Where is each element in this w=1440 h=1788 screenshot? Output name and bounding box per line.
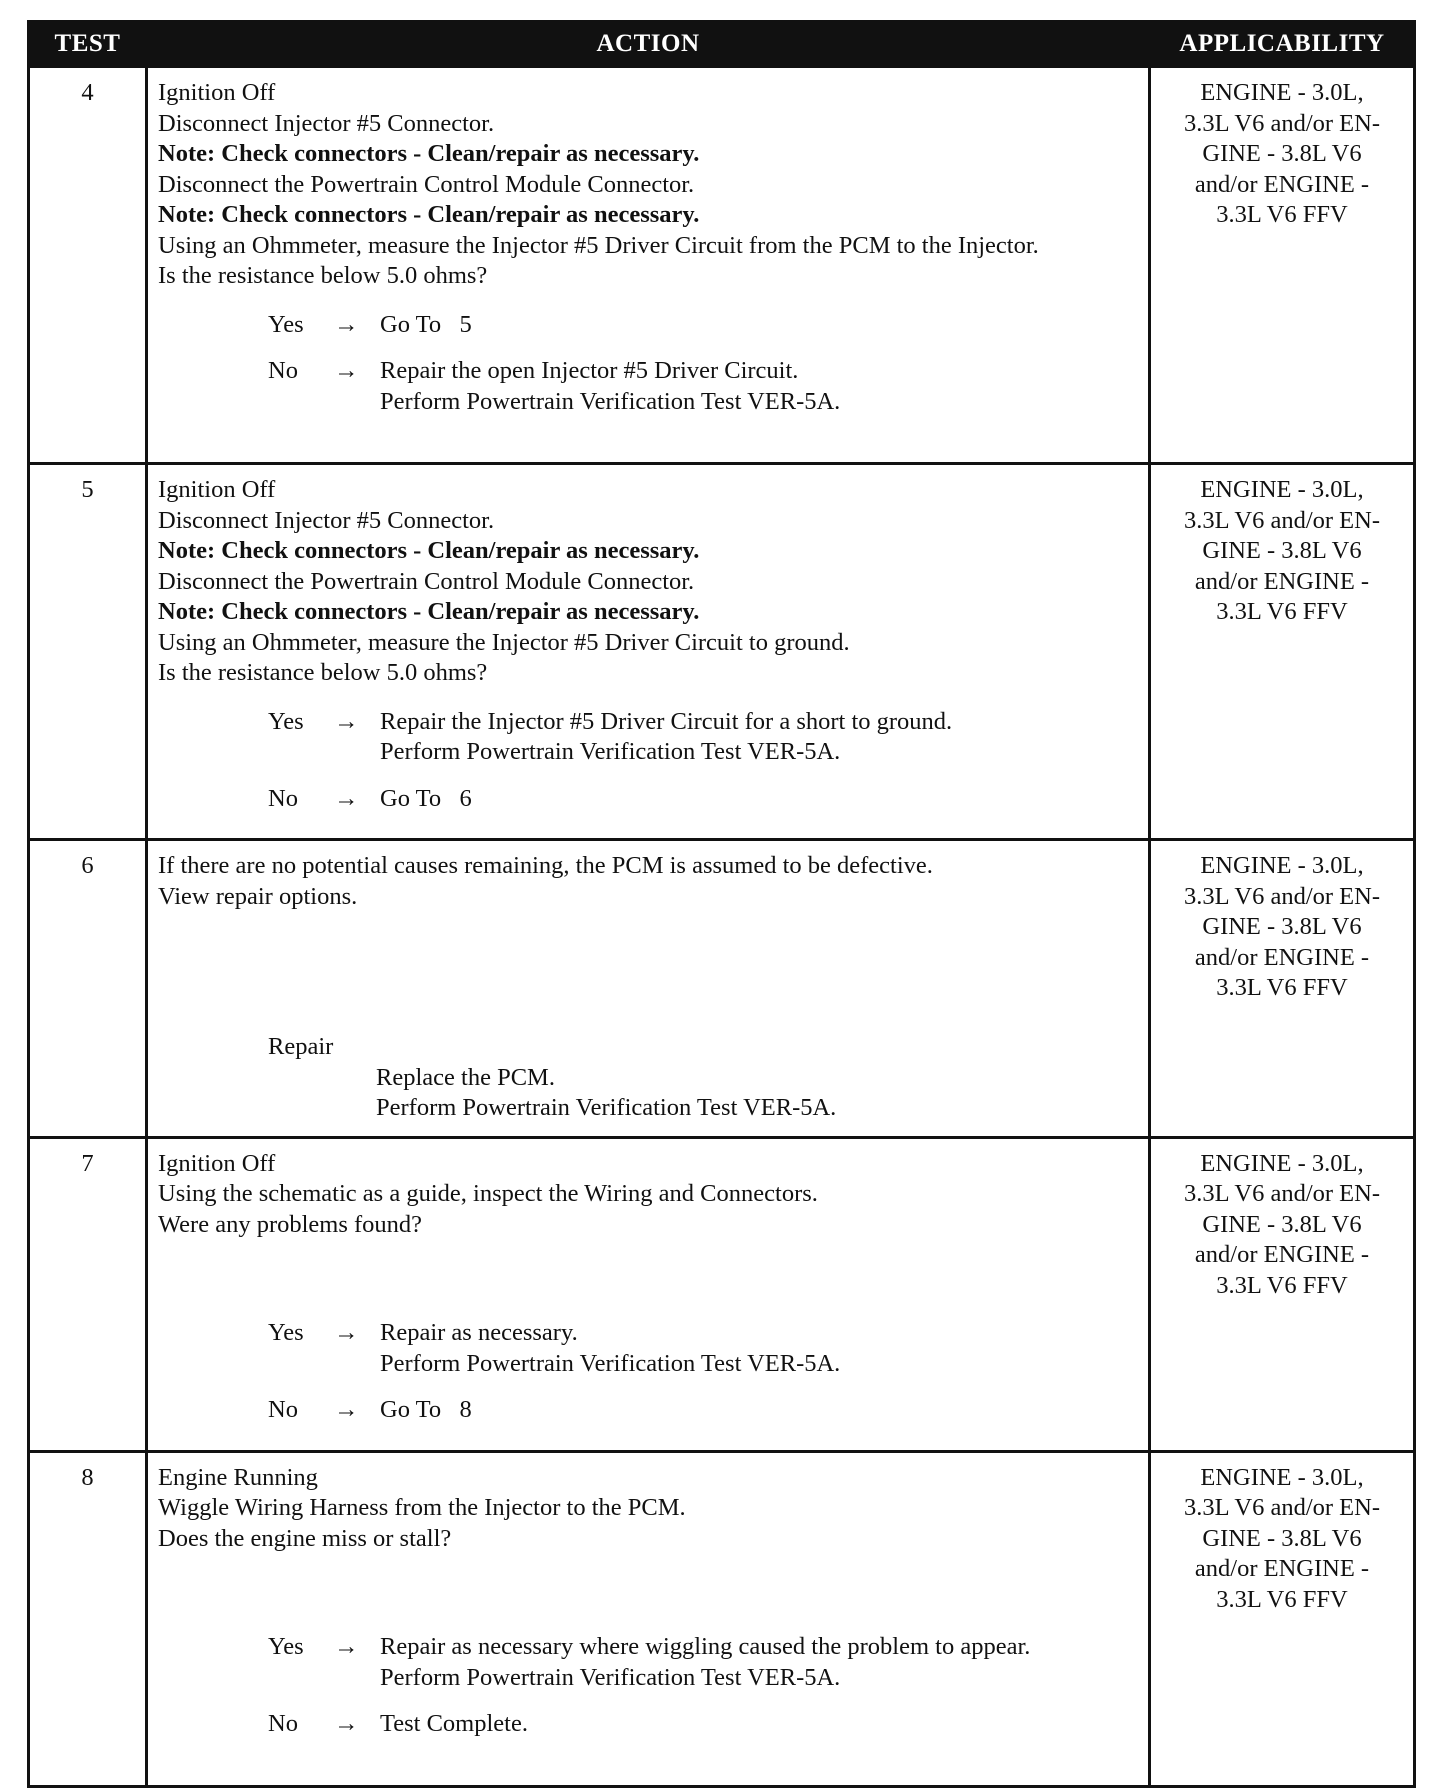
response-options (158, 310, 1140, 418)
applicability-line: and/or ENGINE - (1194, 1555, 1370, 1582)
yes-label: Yes (268, 1319, 304, 1346)
applicability-line: and/or ENGINE - (1194, 567, 1370, 595)
applicability-line: GINE - 3.8L V6 (1202, 1210, 1362, 1238)
yes-label: Yes (268, 1633, 304, 1660)
yes-action (380, 1318, 1140, 1379)
response-no (268, 356, 1140, 417)
arrow-icon: → (334, 1319, 359, 1346)
no-action: Go To 8 (380, 1396, 472, 1423)
action-question: Were any problems found? (158, 1210, 423, 1238)
table-row (29, 1451, 1415, 1786)
yes-action (380, 707, 1140, 768)
applicability-line: ENGINE - 3.0L, (1200, 79, 1364, 106)
no-action: Test Complete. (380, 1710, 528, 1737)
applicability-line: and/or ENGINE - (1194, 170, 1370, 198)
applicability-line: 3.3L V6 and/or EN- (1184, 1180, 1380, 1207)
action-note: Note: Check connectors - Clean/repair as necessary. (158, 598, 700, 625)
response-yes (268, 707, 1140, 768)
yes-action-line: Repair the Injector #5 Driver Circuit for a short to ground. (380, 707, 953, 735)
applicability-line: 3.3L V6 FFV (1216, 974, 1348, 1001)
no-action (380, 356, 1140, 417)
test-number: 4 (29, 67, 147, 464)
action-line: View repair options. (158, 882, 358, 910)
applicability-line: 3.3L V6 and/or EN- (1184, 1494, 1380, 1521)
arrow-icon: → (334, 1633, 359, 1660)
applicability-line: 3.3L V6 and/or EN- (1184, 882, 1380, 910)
yes-action-line: Repair as necessary. (380, 1319, 578, 1346)
table-row (29, 67, 1415, 464)
action-line: Disconnect the Powertrain Control Module Connector. (158, 567, 695, 595)
applicability-line: GINE - 3.8L V6 (1202, 140, 1362, 167)
applicability-line: GINE - 3.8L V6 (1202, 1524, 1362, 1552)
action-note: Note: Check connectors - Clean/repair as necessary. (158, 140, 700, 167)
applicability-line: GINE - 3.8L V6 (1202, 537, 1362, 564)
yes-label: Yes (268, 310, 304, 338)
action-question: Is the resistance below 5.0 ohms? (158, 262, 488, 289)
applicability-line: 3.3L V6 and/or EN- (1184, 506, 1380, 534)
no-action-line: Repair the open Injector #5 Driver Circuit. (380, 357, 799, 384)
applicability-line: and/or ENGINE - (1194, 1241, 1370, 1268)
header-action: ACTION (147, 22, 1150, 67)
response-no (268, 784, 1140, 815)
spacer (158, 1240, 1140, 1318)
applicability-line: 3.3L V6 and/or EN- (1184, 109, 1380, 137)
arrow-icon: → (334, 784, 359, 812)
action-line: Using an Ohmmeter, measure the Injector #5 Driver Circuit from the PCM to the Injector. (158, 231, 1039, 259)
yes-action-line: Perform Powertrain Verification Test VER-5A. (380, 1349, 841, 1377)
action-line: Disconnect Injector #5 Connector. (158, 506, 495, 534)
applicability-cell (1150, 464, 1415, 840)
action-question: Is the resistance below 5.0 ohms? (158, 659, 488, 686)
arrow-icon: → (334, 1710, 359, 1737)
yes-action: Go To 5 (380, 310, 472, 338)
no-action-line: Perform Powertrain Verification Test VER-5A. (380, 387, 841, 415)
action-cell (147, 1137, 1150, 1451)
applicability-cell (1150, 1137, 1415, 1451)
repair-action-line: Perform Powertrain Verification Test VER-5A. (376, 1094, 837, 1121)
applicability-line: 3.3L V6 FFV (1216, 1585, 1348, 1613)
action-note: Note: Check connectors - Clean/repair as necessary. (158, 201, 700, 228)
applicability-line: and/or ENGINE - (1194, 943, 1370, 971)
table-row (29, 1137, 1415, 1451)
applicability-line: 3.3L V6 FFV (1216, 598, 1348, 625)
yes-action-line: Perform Powertrain Verification Test VER-5A. (380, 1663, 841, 1691)
test-number: 6 (29, 840, 147, 1138)
applicability-line: 3.3L V6 FFV (1216, 201, 1348, 228)
header-test: TEST (29, 22, 147, 67)
action-line: Ignition Off (158, 79, 276, 106)
applicability-line: GINE - 3.8L V6 (1202, 913, 1362, 940)
applicability-line: 3.3L V6 FFV (1216, 1271, 1348, 1299)
no-action: Go To 6 (380, 784, 472, 812)
yes-action-line: Perform Powertrain Verification Test VER-5A. (380, 738, 841, 765)
applicability-line: ENGINE - 3.0L, (1200, 1463, 1364, 1491)
response-yes (268, 310, 1140, 341)
test-number: 5 (29, 464, 147, 840)
applicability-line: ENGINE - 3.0L, (1200, 1149, 1364, 1177)
action-note: Note: Check connectors - Clean/repair as necessary. (158, 537, 700, 564)
test-number: 7 (29, 1137, 147, 1451)
no-label: No (268, 1396, 298, 1423)
action-line: Ignition Off (158, 1149, 276, 1177)
arrow-icon: → (334, 310, 359, 338)
repair-label: Repair (268, 1033, 334, 1060)
applicability-cell (1150, 67, 1415, 464)
action-cell (147, 1451, 1150, 1786)
action-cell (147, 464, 1150, 840)
action-line: Ignition Off (158, 476, 276, 503)
table-row (29, 840, 1415, 1138)
diagnostic-page (27, 20, 1413, 1788)
action-cell (147, 67, 1150, 464)
action-line: If there are no potential causes remaining, the PCM is assumed to be defective. (158, 852, 933, 879)
no-label: No (268, 1710, 298, 1737)
action-line: Wiggle Wiring Harness from the Injector to the PCM. (158, 1494, 686, 1521)
action-line: Disconnect the Powertrain Control Module Connector. (158, 170, 695, 198)
response-yes (268, 1632, 1140, 1693)
applicability-line: ENGINE - 3.0L, (1200, 476, 1364, 503)
applicability-line: ENGINE - 3.0L, (1200, 852, 1364, 879)
repair-action-line: Replace the PCM. (376, 1063, 555, 1091)
table-row (29, 464, 1415, 840)
action-cell (147, 840, 1150, 1138)
response-no (268, 1395, 1140, 1426)
response-yes (268, 1318, 1140, 1379)
arrow-icon: → (334, 1396, 359, 1423)
diagnostic-table (27, 20, 1416, 1788)
spacer (158, 1554, 1140, 1632)
yes-action-line: Repair as necessary where wiggling caused the problem to appear. (380, 1633, 1031, 1660)
no-label: No (268, 357, 298, 384)
response-no (268, 1709, 1140, 1740)
action-line: Engine Running (158, 1463, 318, 1491)
yes-action (380, 1632, 1140, 1693)
action-line: Using an Ohmmeter, measure the Injector #5 Driver Circuit to ground. (158, 628, 850, 656)
action-question: Does the engine miss or stall? (158, 1524, 452, 1552)
test-number: 8 (29, 1451, 147, 1786)
repair-action (376, 1063, 1140, 1124)
action-line: Disconnect Injector #5 Connector. (158, 109, 495, 137)
applicability-cell (1150, 840, 1415, 1138)
applicability-cell (1150, 1451, 1415, 1786)
spacer (158, 912, 1140, 1032)
no-label: No (268, 784, 298, 812)
yes-label: Yes (268, 707, 304, 735)
arrow-icon: → (334, 707, 359, 735)
action-line: Using the schematic as a guide, inspect the Wiring and Connectors. (158, 1180, 818, 1207)
table-header-row (29, 22, 1415, 67)
arrow-icon: → (334, 357, 359, 384)
response-options (158, 707, 1140, 815)
header-applicability: APPLICABILITY (1150, 22, 1415, 67)
